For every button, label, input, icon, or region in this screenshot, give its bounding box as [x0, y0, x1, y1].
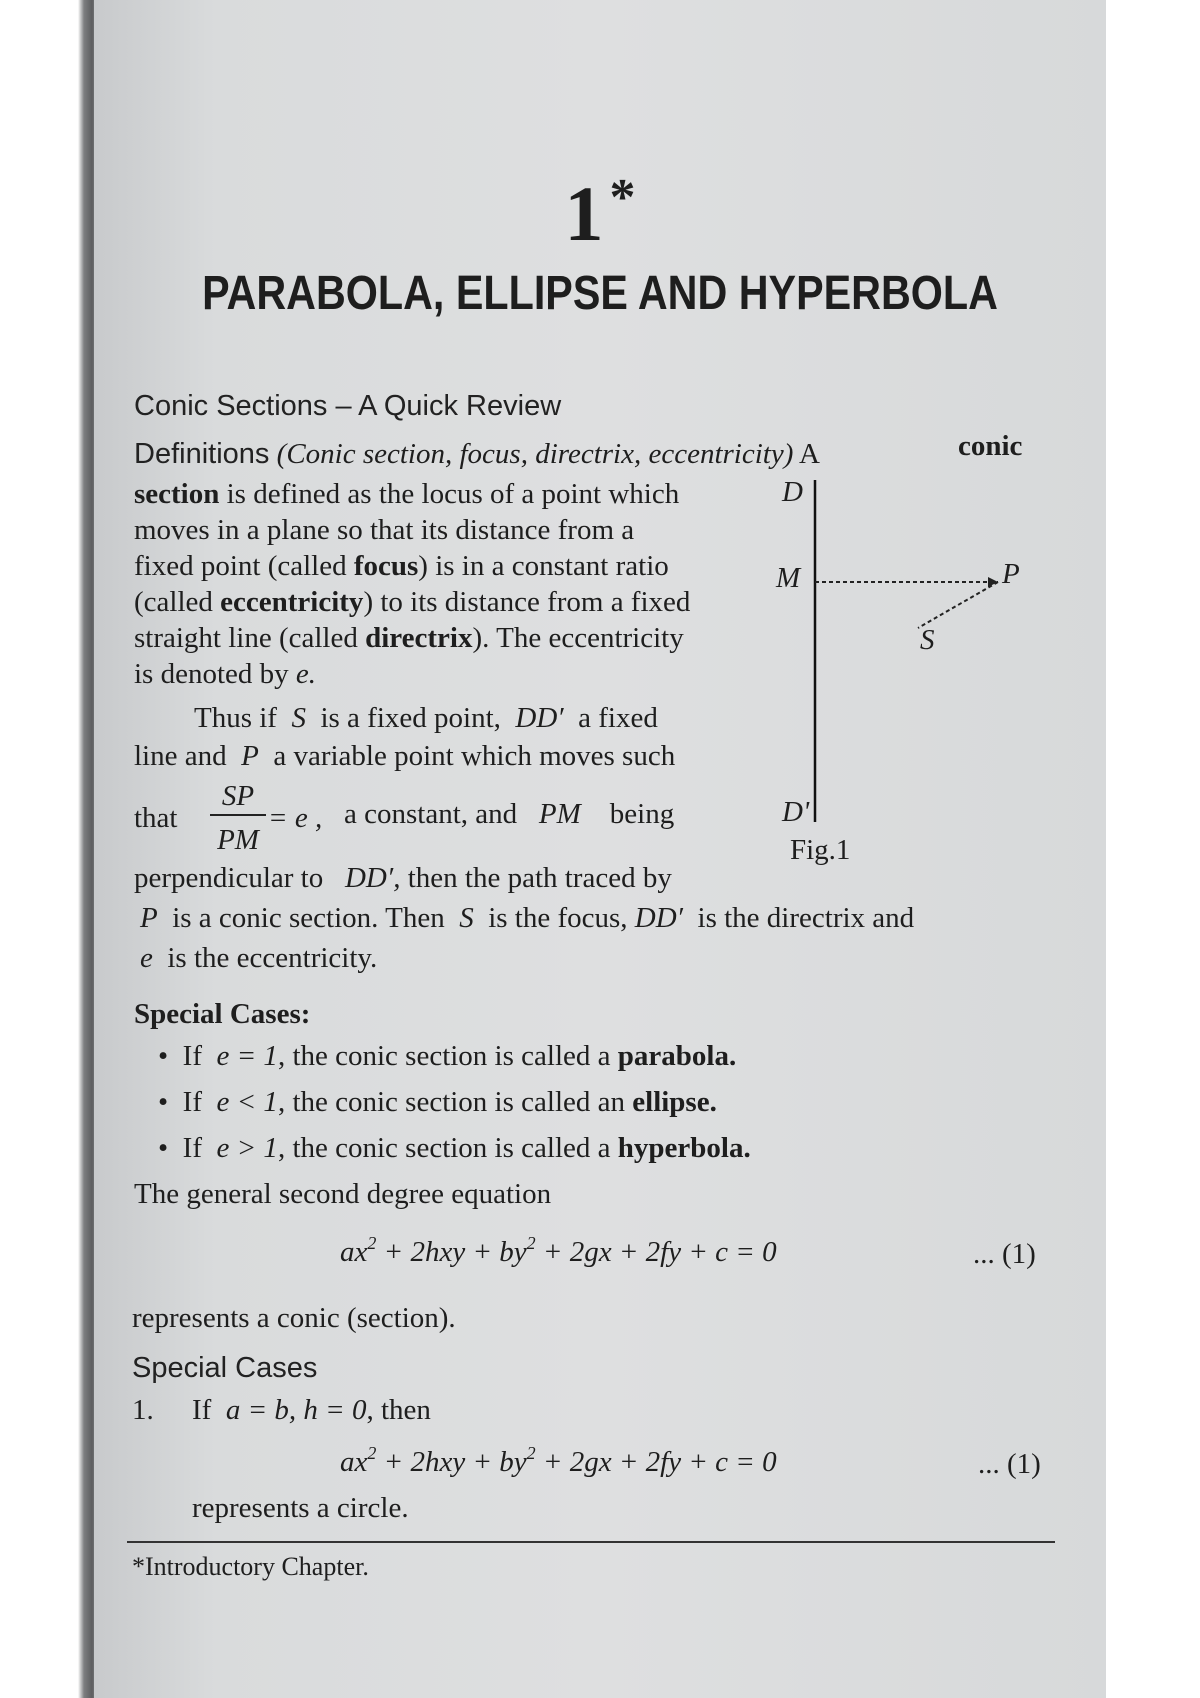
definitions-line-5: (called eccentricity) to its distance from a fixed — [134, 586, 691, 618]
special-cases-heading-2: Special Cases — [132, 1352, 318, 1384]
definitions-line-6: straight line (called directrix). The eccentricity — [134, 622, 684, 654]
general-after: represents a conic (section). — [132, 1302, 456, 1334]
equation-tag-1: ... (1) — [973, 1238, 1036, 1270]
fraction-bar — [210, 814, 266, 816]
thus-line-2: line and P a variable point which moves such — [134, 740, 676, 772]
case-1-number: 1. — [132, 1394, 154, 1426]
footnote: *Introductory Chapter. — [132, 1552, 369, 1581]
fraction-numerator: SP — [221, 780, 255, 812]
equals-e: = e , — [268, 802, 323, 834]
bullet-icon: • — [158, 1132, 169, 1164]
label-d-prime: D' — [782, 796, 810, 828]
bullet-icon: • — [158, 1040, 169, 1072]
definitions-line-1: Definitions (Conic section, focus, directrix, eccentricity) A — [134, 438, 820, 470]
line-sp — [918, 582, 998, 628]
case-ellipse: • If e < 1, the conic section is called an ellipse. — [158, 1086, 717, 1118]
definitions-line-4: fixed point (called focus) is in a constant ratio — [134, 550, 669, 582]
case-parabola: • If e = 1, the conic section is called a parabola. — [158, 1040, 737, 1072]
chapter-number: 1 * — [564, 169, 636, 257]
definitions-line-3: moves in a plane so that its distance from a — [134, 514, 635, 546]
circle-equation: $ax^2 + 2hxy + by^2 + 2gx + 2fy + c = 0$ — [340, 1443, 777, 1478]
label-m: M — [776, 562, 801, 594]
arrow-head — [988, 577, 998, 587]
term-conic: conic — [958, 430, 1023, 462]
right-margin — [1106, 0, 1200, 1698]
footnote-rule — [127, 1541, 1055, 1543]
label-s: S — [920, 624, 935, 656]
thus-line-6: e is the eccentricity. — [140, 942, 378, 974]
case-1-condition: If a = b, h = 0, then — [192, 1394, 431, 1426]
case-hyperbola: • If e > 1, the conic section is called a hyperbola. — [158, 1132, 751, 1164]
general-intro: The general second degree equation — [134, 1178, 552, 1210]
circle-after: represents a circle. — [192, 1492, 409, 1524]
book-spine-shadow — [0, 0, 94, 1698]
thus-that: that — [134, 802, 178, 834]
thus-line-5: P is a conic section. Then S is the focus, DD′ is the directrix and — [140, 902, 915, 934]
bullet-icon: • — [158, 1086, 169, 1118]
figure-1-diagram — [770, 460, 1050, 860]
label-d: D — [782, 476, 803, 508]
equation-tag-2: ... (1) — [978, 1448, 1041, 1480]
label-p: P — [1002, 558, 1020, 590]
figure-caption: Fig.1 — [790, 834, 851, 866]
thus-line-4: perpendicular to DD′, then the path traced by — [134, 862, 672, 894]
chapter-title: PARABOLA, ELLIPSE AND HYPERBOLA — [202, 267, 998, 320]
figure-1 — [770, 460, 1050, 866]
general-equation: $ax^2 + 2hxy + by^2 + 2gx + 2fy + c = 0$ — [340, 1233, 777, 1268]
special-cases-heading-1: Special Cases: — [134, 998, 311, 1030]
definitions-line-7: is denoted by e. — [134, 658, 317, 690]
fraction-denominator: PM — [217, 824, 259, 856]
section-heading: Conic Sections – A Quick Review — [134, 390, 562, 422]
definitions-line-2: section is defined as the locus of a point which — [134, 478, 680, 510]
thus-line-3: a constant, and PM being — [344, 798, 675, 830]
thus-line-1: Thus if S is a fixed point, DD′ a fixed — [194, 702, 658, 734]
